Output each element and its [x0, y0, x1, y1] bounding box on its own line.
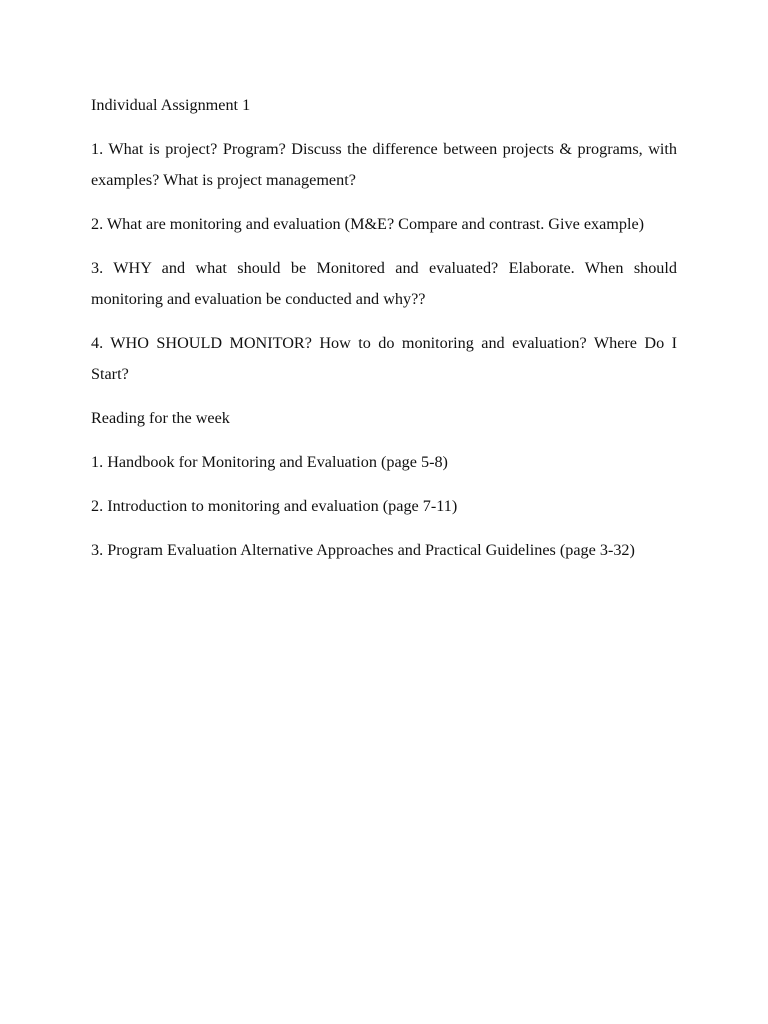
reading-1: 1. Handbook for Monitoring and Evaluation (page 5-8) — [91, 453, 448, 471]
question-1: 1. What is project? Program? Discuss the difference between projects & programs, with examples? What is project management? — [91, 140, 677, 189]
assignment-heading: Individual Assignment 1 — [91, 96, 251, 114]
question-2: 2. What are monitoring and evaluation (M&E? Compare and contrast. Give example) — [91, 215, 645, 233]
reading-3: 3. Program Evaluation Alternative Approaches and Practical Guidelines (page 3-32) — [91, 541, 635, 559]
document-body — [91, 90, 677, 579]
reading-heading: Reading for the week — [91, 409, 230, 427]
reading-2: 2. Introduction to monitoring and evaluation (page 7-11) — [91, 497, 458, 515]
question-4: 4. WHO SHOULD MONITOR? How to do monitoring and evaluation? Where Do I Start? — [91, 334, 677, 383]
question-3: 3. WHY and what should be Monitored and evaluated? Elaborate. When should monitoring and evaluation be conducted and why?? — [91, 259, 677, 308]
